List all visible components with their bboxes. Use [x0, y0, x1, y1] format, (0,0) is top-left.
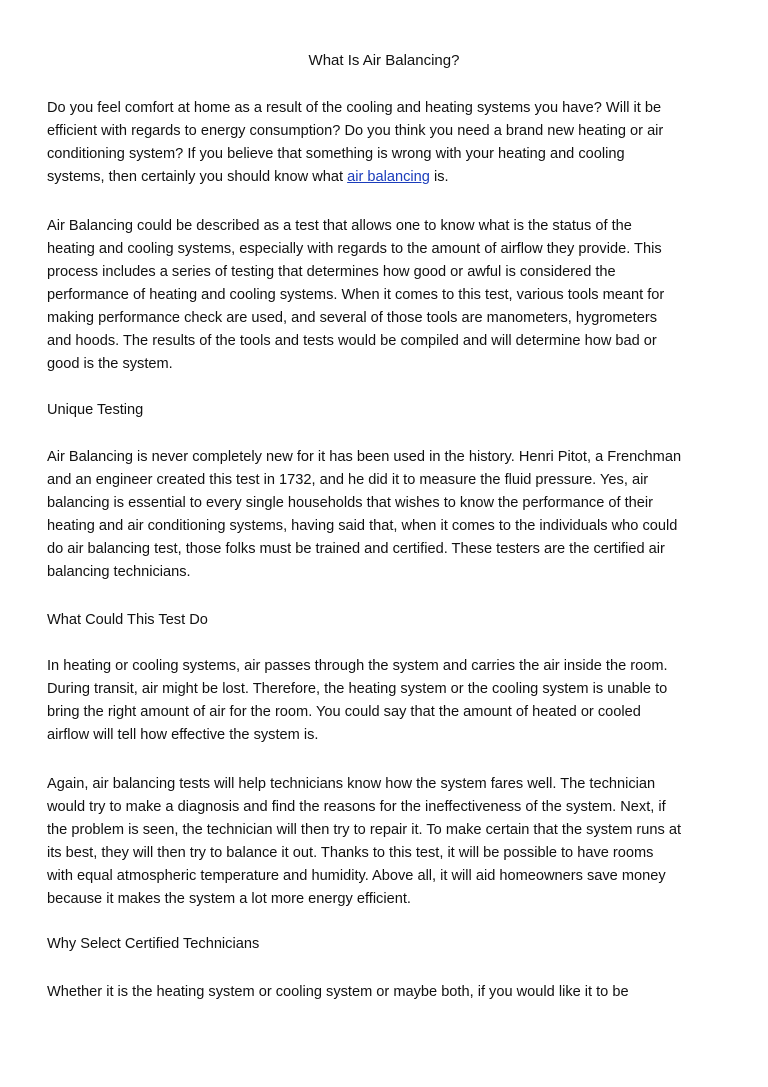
- paragraph-line: process includes a series of testing that determines how good or awful is considered the: [47, 264, 616, 280]
- intro-paragraph: [47, 97, 727, 189]
- paragraph-line: efficient with regards to energy consumption? Do you think you need a brand new heating or air: [47, 123, 664, 139]
- paragraph-line: Again, air balancing tests will help technicians know how the system fares well. The technician: [47, 776, 656, 792]
- airflow-paragraph: [47, 655, 727, 747]
- paragraph-line: Air Balancing is never completely new for it has been used in the history. Henri Pitot, a Frenchman: [47, 449, 682, 465]
- closing-paragraph: [47, 981, 727, 1004]
- paragraph-line: airflow will tell how effective the system is.: [47, 727, 319, 743]
- paragraph-line: conditioning system? If you believe that something is wrong with your heating and cooling: [47, 146, 625, 162]
- paragraph-line: In heating or cooling systems, air passes through the system and carries the air inside the room.: [47, 658, 668, 674]
- paragraph-line: because it makes the system a lot more energy efficient.: [47, 891, 411, 907]
- paragraph-line: balancing technicians.: [47, 564, 191, 580]
- paragraph-line: would try to make a diagnosis and find the reasons for the ineffectiveness of the system. Next, if: [47, 799, 666, 815]
- heading-what-could-this-test-do: [47, 609, 727, 632]
- document-title: What Is Air Balancing?: [308, 52, 460, 69]
- section-heading: What Could This Test Do: [47, 612, 208, 628]
- section-heading: Unique Testing: [47, 402, 144, 418]
- definition-paragraph: [47, 215, 727, 376]
- paragraph-line: do air balancing test, those folks must be trained and certified. These testers are the certified air: [47, 541, 665, 557]
- paragraph-line: making performance check are used, and several of those tools are manometers, hygrometers: [47, 310, 657, 326]
- paragraph-line: Air Balancing could be described as a test that allows one to know what is the status of the: [47, 218, 632, 234]
- history-paragraph: [47, 446, 727, 584]
- paragraph-line: its best, they will then try to balance it out. Thanks to this test, it will be possible to have rooms: [47, 845, 654, 861]
- paragraph-line: bring the right amount of air for the room. You could say that the amount of heated or cooled: [47, 704, 641, 720]
- heading-unique-testing: [47, 399, 727, 422]
- paragraph-line: with equal atmospheric temperature and humidity. Above all, it will aid homeowners save money: [47, 868, 666, 884]
- paragraph-line: During transit, air might be lost. Therefore, the heating system or the cooling system is unable to: [47, 681, 668, 697]
- section-heading: Why Select Certified Technicians: [47, 936, 260, 952]
- text-before-link: systems, then certainly you should know what: [47, 169, 348, 185]
- paragraph-line: Whether it is the heating system or cooling system or maybe both, if you would like it to be: [47, 984, 629, 1000]
- paragraph-line: heating and air conditioning systems, having said that, when it comes to the individuals who could: [47, 518, 678, 534]
- paragraph-line: Do you feel comfort at home as a result of the cooling and heating systems you have? Will it be: [47, 100, 662, 116]
- paragraph-line: and hoods. The results of the tools and tests would be compiled and will determine how bad or: [47, 333, 657, 349]
- heading-why-select-certified-technicians: [47, 933, 727, 956]
- air-balancing-link[interactable]: air balancing: [347, 169, 430, 185]
- paragraph-line: and an engineer created this test in 1732, and he did it to measure the fluid pressure. Yes, air: [47, 472, 649, 488]
- paragraph-line: balancing is essential to every single households that wishes to know the performance of their: [47, 495, 653, 511]
- benefits-paragraph: [47, 773, 727, 911]
- text-after-link: is.: [429, 169, 449, 185]
- paragraph-line: performance of heating and cooling systems. When it comes to this test, various tools meant for: [47, 287, 665, 303]
- paragraph-line: the problem is seen, the technician will then try to repair it. To make certain that the system runs at: [47, 822, 682, 838]
- paragraph-line: heating and cooling systems, especially with regards to the amount of airflow they provide. This: [47, 241, 662, 257]
- paragraph-line: [47, 166, 727, 189]
- paragraph-line: good is the system.: [47, 356, 173, 372]
